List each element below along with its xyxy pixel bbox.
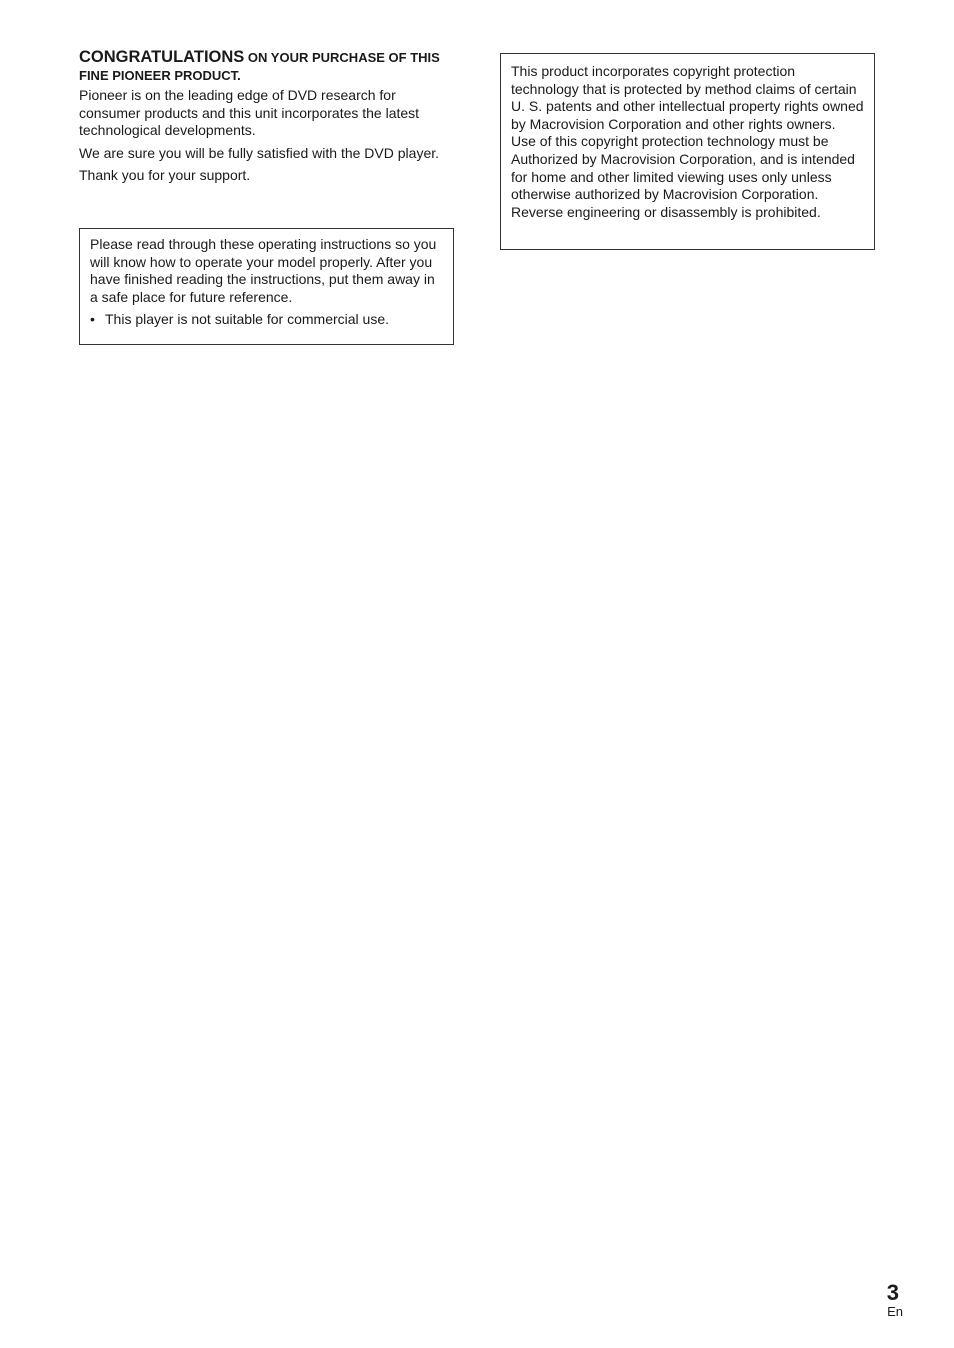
instructions-notice-box bbox=[79, 228, 454, 345]
copyright-text: This product incorporates copyright protection technology that is protected by method claims of certain U. S. patents and other intellectual property rights owned by Macrovision Corporation and other rights owners. Use of this copyright protection technology must be Authorized by Macrovision Corporation, and is intended for home and other limited viewing uses only unless otherwise authorized by Macrovision Corporation. Reverse engineering or disassembly is prohibited. bbox=[511, 63, 864, 220]
notice-bullet-item bbox=[90, 311, 443, 329]
intro-paragraph-1: Pioneer is on the leading edge of DVD research for consumer products and this unit incorporates the latest technological developments. bbox=[79, 87, 420, 139]
bullet-icon: • bbox=[90, 311, 95, 328]
intro-paragraph-2: We are sure you will be fully satisfied with the DVD player. bbox=[79, 144, 440, 161]
intro-paragraph-3: Thank you for your support. bbox=[79, 167, 251, 184]
heading-subtitle: ON YOUR PURCHASE OF THIS FINE PIONEER PRODUCT. bbox=[79, 50, 440, 83]
heading-congratulations: CONGRATULATIONS bbox=[79, 48, 245, 66]
congratulations-heading bbox=[79, 48, 454, 85]
notice-bullet-text: This player is not suitable for commercial use. bbox=[105, 311, 389, 328]
page-language: En bbox=[887, 1304, 903, 1319]
intro-section bbox=[79, 48, 454, 190]
copyright-notice-box bbox=[500, 53, 875, 250]
page-number: 3 bbox=[886, 1280, 899, 1305]
notice-text: Please read through these operating instructions so you will know how to operate your model properly. After you have finished reading the instructions, put them away in a safe place for future reference. bbox=[90, 236, 437, 305]
